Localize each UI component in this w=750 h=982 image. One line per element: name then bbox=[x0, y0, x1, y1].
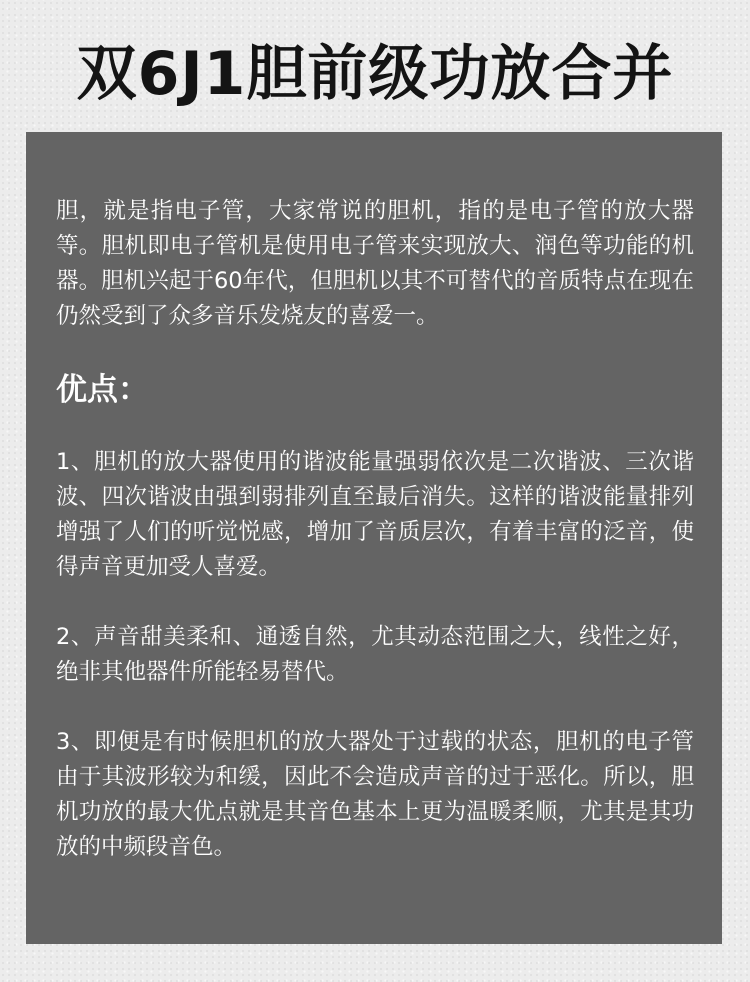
page-title: 双6J1胆前级功放合并 bbox=[76, 39, 674, 109]
advantage-item-1: 1、胆机的放大器使用的谐波能量强弱依次是二次谐波、三次谐波、四次谐波由强到弱排列直至最后消失。这样的谐波能量排列增强了人们的听觉悦感，增加了音质层次，有着丰富的泛音，使得声音更加受人喜爱。 bbox=[56, 449, 694, 580]
intro-paragraph: 胆，就是指电子管，大家常说的胆机，指的是电子管的放大器等。胆机即电子管机是使用电子管来实现放大、润色等功能的机器。胆机兴起于60年代，但胆机以其不可替代的音质特点在现在仍然受到了众多音乐发烧友的喜爱一。 bbox=[56, 198, 694, 329]
advantages-heading: 优点： bbox=[56, 372, 149, 408]
advantage-item-2: 2、声音甜美柔和、通透自然，尤其动态范围之大，线性之好，绝非其他器件所能轻易替代。 bbox=[56, 624, 694, 685]
advantage-item-3: 3、即便是有时候胆机的放大器处于过载的状态，胆机的电子管由于其波形较为和缓，因此不会造成声音的过于恶化。所以，胆机功放的最大优点就是其音色基本上更为温暖柔顺，尤其是其功放的中频段音色。 bbox=[56, 729, 694, 860]
content-panel bbox=[26, 132, 722, 944]
